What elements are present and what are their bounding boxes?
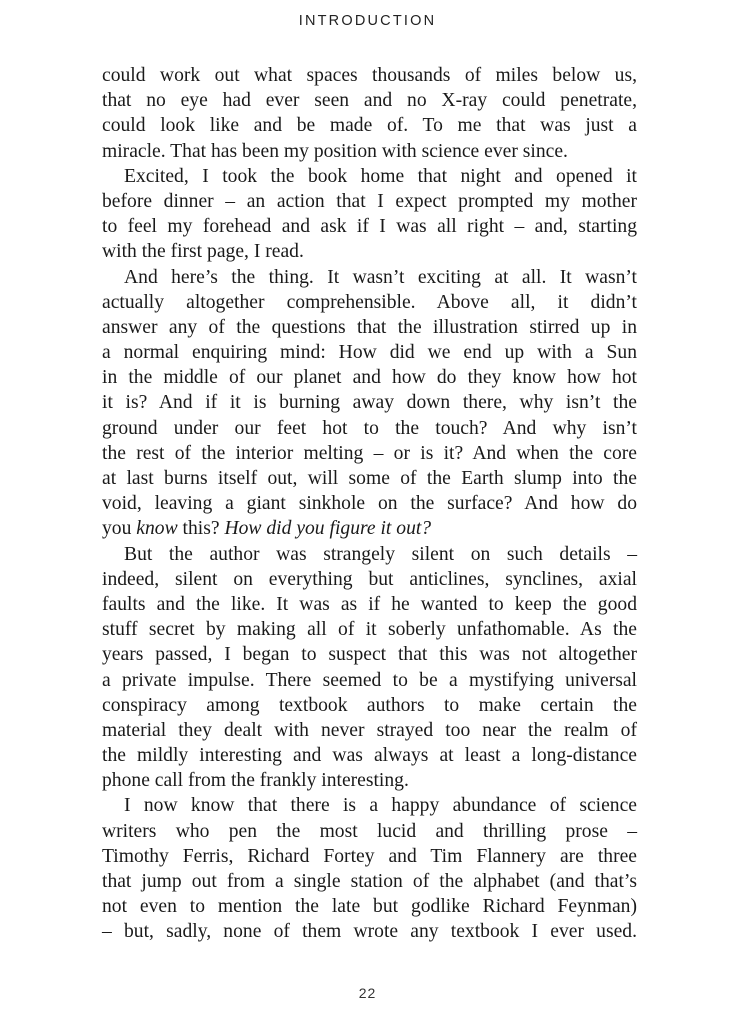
- text-run: this?: [177, 518, 225, 540]
- text-line: But the author was strangely silent on such details –: [124, 543, 637, 565]
- text-line: actually altogether comprehensible. Above all, it didn’t: [102, 291, 637, 313]
- text-line: that no eye had ever seen and no X-ray could penetrate,: [102, 90, 637, 112]
- text-line: faults and the like. It was as if he wanted to keep the good: [102, 593, 637, 615]
- text-line: void, leaving a giant sinkhole on the surface? And how do: [102, 493, 637, 515]
- text-line: And here’s the thing. It wasn’t exciting at all. It wasn’t: [124, 266, 637, 288]
- text-line: before dinner – an action that I expect prompted my mother: [102, 190, 637, 212]
- text-line: in the middle of our planet and how do they know how hot: [102, 367, 637, 389]
- text-line: not even to mention the late but godlike Richard Feynman): [102, 896, 637, 918]
- text-line: a normal enquiring mind: How did we end up with a Sun: [102, 342, 637, 364]
- text-line: conspiracy among textbook authors to make certain the: [102, 694, 637, 716]
- text-line: to feel my forehead and ask if I was all right – and, starting: [102, 216, 637, 238]
- text-line: a private impulse. There seemed to be a mystifying universal: [102, 669, 637, 691]
- text-line: phone call from the frankly interesting.: [102, 770, 409, 792]
- body-text: [102, 63, 637, 945]
- text-line: the rest of the interior melting – or is it? And when the core: [102, 442, 637, 464]
- text-line: indeed, silent on everything but anticlines, synclines, axial: [102, 568, 637, 590]
- text-line: the mildly interesting and was always at least a long-distance: [102, 745, 637, 767]
- italic-text: know: [136, 518, 178, 540]
- text-line: ground under our feet hot to the touch? And why isn’t: [102, 417, 637, 439]
- text-line: – but, sadly, none of them wrote any textbook I ever used.: [102, 921, 637, 943]
- text-line: it is? And if it is burning away down there, why isn’t the: [102, 392, 637, 414]
- text-line: writers who pen the most lucid and thrilling prose –: [102, 820, 637, 842]
- paragraph-3: [102, 265, 637, 542]
- italic-text: How did you figure it out?: [224, 518, 432, 540]
- text-line: years passed, I began to suspect that this was not altogether: [102, 644, 637, 666]
- text-line: could look like and be made of. To me that was just a: [102, 115, 637, 137]
- paragraph-1: [102, 63, 637, 164]
- text-line: could work out what spaces thousands of miles below us,: [102, 65, 637, 86]
- paragraph-2: [102, 164, 637, 265]
- text-line: stuff secret by making all of it soberly unfathomable. As the: [102, 619, 637, 641]
- page-number: 22: [358, 985, 377, 1001]
- paragraph-5: [102, 793, 637, 944]
- text-line: miracle. That has been my position with science ever since.: [102, 140, 568, 162]
- text-line: with the first page, I read.: [102, 241, 304, 263]
- text-line: material they dealt with never strayed too near the realm of: [102, 719, 637, 741]
- text-run: you: [102, 518, 137, 540]
- paragraph-4: [102, 542, 637, 794]
- text-line: I now know that there is a happy abundance of science: [124, 795, 637, 817]
- text-line: Excited, I took the book home that night and opened it: [124, 165, 637, 187]
- text-line-with-italics: [102, 516, 637, 541]
- text-line: answer any of the questions that the illustration stirred up in: [102, 316, 637, 338]
- text-line: at last burns itself out, will some of the Earth slump into the: [102, 468, 637, 489]
- text-line: Timothy Ferris, Richard Fortey and Tim Flannery are three: [102, 845, 637, 867]
- running-head: INTRODUCTION: [298, 13, 437, 29]
- text-line: that jump out from a single station of the alphabet (and that’s: [102, 871, 637, 892]
